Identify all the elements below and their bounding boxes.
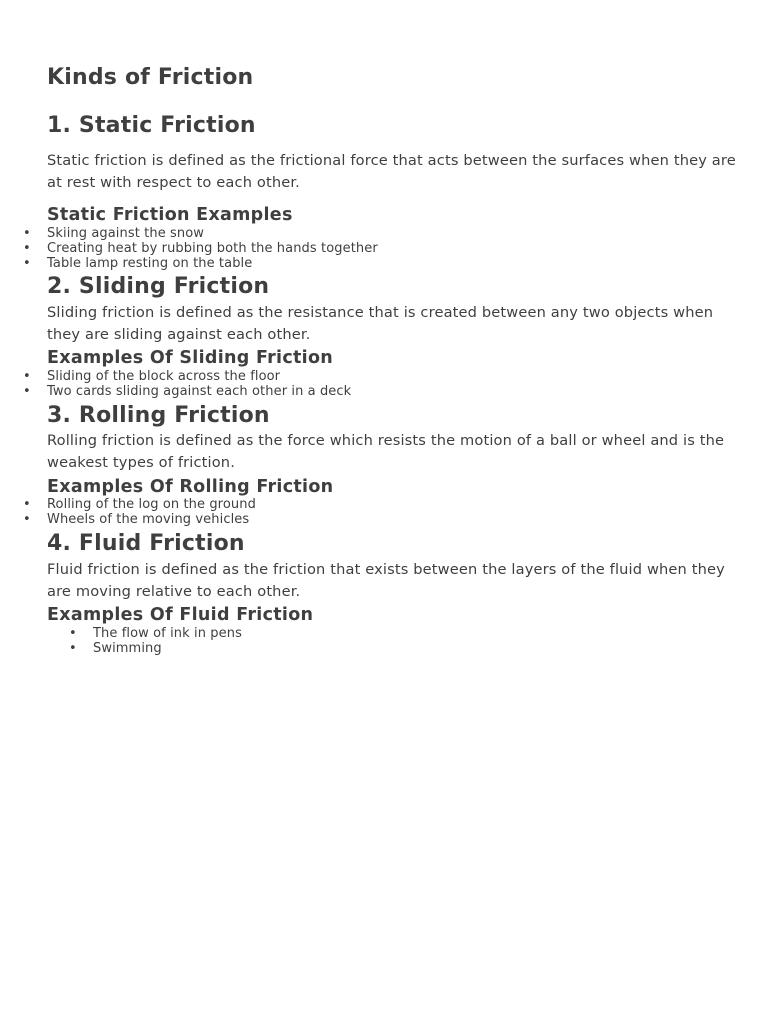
section-heading-rolling: 3. Rolling Friction	[47, 403, 270, 428]
bullet-icon: •	[69, 641, 77, 656]
examples-heading-sliding: Examples Of Sliding Friction	[47, 348, 334, 368]
examples-list-static	[23, 226, 378, 271]
list-item: • Creating heat by rubbing both the hands together	[23, 241, 378, 256]
list-item: • Two cards sliding against each other in a deck	[23, 384, 352, 399]
section-paragraph-sliding: Sliding friction is defined as the resistance that is created between any two objects when they are sliding against each other.	[47, 304, 714, 343]
section-heading-static: 1. Static Friction	[47, 113, 256, 138]
section-heading-fluid: 4. Fluid Friction	[47, 531, 245, 556]
section-paragraph-fluid: Fluid friction is defined as the friction that exists between the layers of the fluid when they are moving relative to each other.	[47, 561, 725, 600]
examples-heading-fluid: Examples Of Fluid Friction	[47, 605, 314, 625]
list-item: • Swimming	[69, 641, 162, 656]
list-item: • Rolling of the log on the ground	[23, 497, 256, 512]
examples-heading-static: Static Friction Examples	[47, 205, 293, 225]
list-item: • Sliding of the block across the floor	[23, 369, 281, 384]
page-title: Kinds of Friction	[47, 65, 254, 90]
examples-list-rolling	[23, 497, 256, 527]
examples-list-fluid	[69, 626, 242, 656]
bullet-icon: •	[23, 384, 31, 399]
bullet-icon: •	[23, 226, 31, 241]
section-paragraph-rolling: Rolling friction is defined as the force which resists the motion of a ball or wheel and is the weakest types of friction.	[47, 432, 725, 471]
bullet-icon: •	[23, 512, 31, 527]
bullet-icon: •	[23, 369, 31, 384]
bullet-icon: •	[23, 497, 31, 512]
section-paragraph-static: Static friction is defined as the frictional force that acts between the surfaces when they are at rest with respect to each other.	[47, 152, 736, 191]
bullet-icon: •	[23, 256, 31, 271]
examples-list-sliding	[23, 369, 352, 399]
section-heading-sliding: 2. Sliding Friction	[47, 274, 270, 299]
bullet-icon: •	[23, 241, 31, 256]
list-item: • The flow of ink in pens	[69, 626, 242, 641]
list-item: • Wheels of the moving vehicles	[23, 512, 250, 527]
list-item: • Skiing against the snow	[23, 226, 205, 241]
list-item: • Table lamp resting on the table	[23, 256, 253, 271]
examples-heading-rolling: Examples Of Rolling Friction	[47, 477, 334, 497]
bullet-icon: •	[69, 626, 77, 641]
